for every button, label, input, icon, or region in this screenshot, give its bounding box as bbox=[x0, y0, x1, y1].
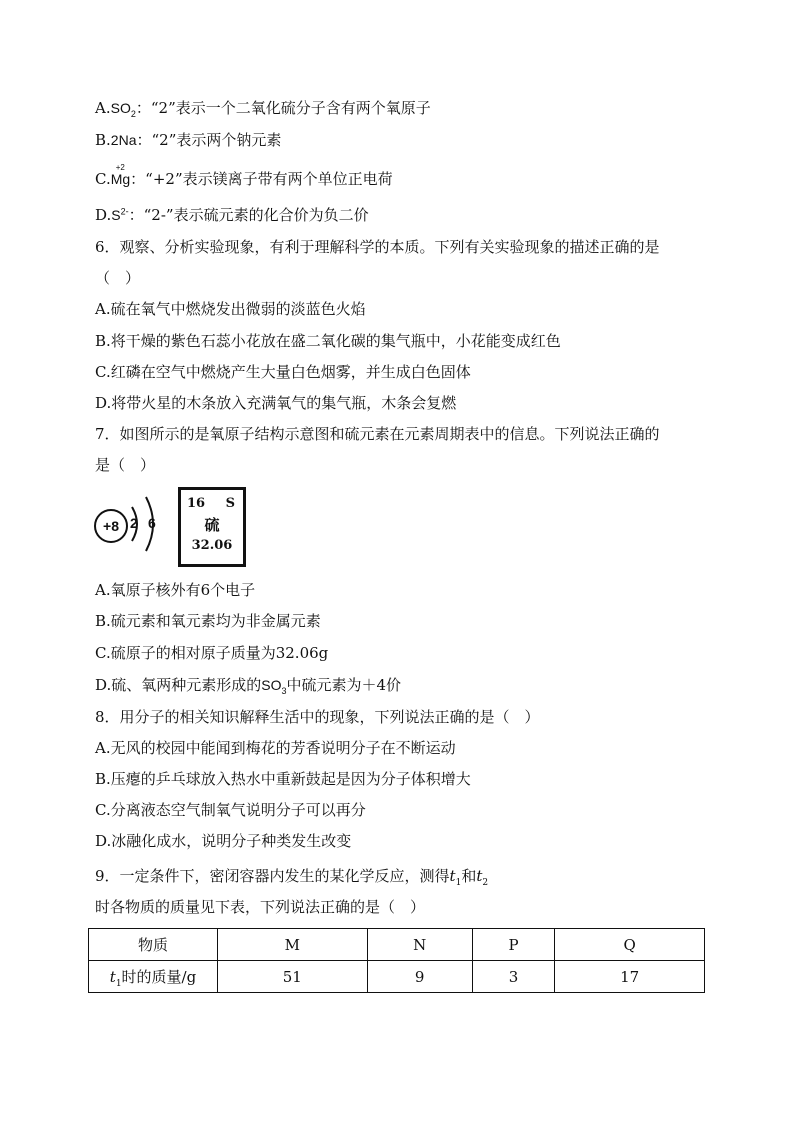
q7-option-b: B.硫元素和氧元素均为非金属元素 bbox=[95, 612, 321, 630]
table-row bbox=[89, 961, 705, 993]
element-name: 硫 bbox=[204, 516, 220, 534]
q7-option-d bbox=[95, 674, 401, 696]
q8-option-d: D.冰融化成水，说明分子种类发生改变 bbox=[95, 832, 352, 850]
formula-subscript: 3 bbox=[281, 685, 287, 696]
table-cell: 9 bbox=[367, 961, 472, 993]
element-symbol: S bbox=[225, 496, 235, 511]
formula-so2 bbox=[110, 100, 136, 119]
q7-figure bbox=[94, 487, 244, 569]
shell-1-electrons: 2 bbox=[130, 515, 138, 531]
atomic-number: 16 bbox=[187, 496, 206, 511]
q7-stem-continued: 是（ ） bbox=[95, 456, 156, 474]
formula-superscript: 2- bbox=[120, 206, 129, 217]
table-header-cell: P bbox=[472, 929, 555, 961]
table-cell: 17 bbox=[555, 961, 705, 993]
shell-2-electrons: 6 bbox=[148, 515, 156, 531]
formula-s-ion bbox=[111, 207, 128, 223]
q8-option-b: B.压瘪的乒乓球放入热水中重新鼓起是因为分子体积增大 bbox=[95, 770, 471, 788]
option-prefix: A. bbox=[95, 99, 111, 117]
q7-option-c: C.硫原子的相对原子质量为32.06g bbox=[95, 644, 329, 662]
option-text: ：“2”表示一个二氧化硫分子含有两个氧原子 bbox=[135, 99, 431, 117]
q6-option-c: C.红磷在空气中燃烧产生大量白色烟雾，并生成白色固体 bbox=[95, 363, 471, 381]
q6-answer-bracket: （ ） bbox=[95, 269, 141, 287]
periodic-table-cell bbox=[178, 487, 246, 567]
option-text: ：“2-”表示硫元素的化合价为负二价 bbox=[128, 206, 369, 224]
option-text: ：“+2”表示镁离子带有两个单位正电荷 bbox=[130, 170, 393, 188]
table-header-cell: M bbox=[218, 929, 368, 961]
stem-text: 9．一定条件下，密闭容器内发生的某化学反应，测得 bbox=[95, 867, 450, 885]
option-prefix: D. bbox=[95, 206, 112, 224]
option-text: ：“2”表示两个钠元素 bbox=[136, 131, 282, 149]
table-header-cell: Q bbox=[555, 929, 705, 961]
q7-stem: 7．如图所示的是氧原子结构示意图和硫元素在元素周期表中的信息。下列说法正确的 bbox=[95, 425, 660, 443]
formula-mg-charged bbox=[110, 163, 131, 190]
row-label-text: 时的质量/g bbox=[121, 968, 197, 986]
table-cell: 3 bbox=[472, 961, 555, 993]
atomic-mass: 32.06 bbox=[191, 538, 233, 553]
formula-main: S bbox=[111, 207, 121, 223]
time-subscript: 1 bbox=[115, 979, 122, 989]
q6-stem: 6．观察、分析实验现象，有利于理解科学的本质。下列有关实验现象的描述正确的是 bbox=[95, 238, 660, 256]
q8-option-c: C.分离液态空气制氧气说明分子可以再分 bbox=[95, 801, 366, 819]
table-header-row bbox=[89, 929, 705, 961]
formula-so3 bbox=[261, 677, 287, 696]
table-cell: 51 bbox=[218, 961, 368, 993]
table-row-label bbox=[89, 961, 218, 993]
time-subscript-2: 2 bbox=[482, 878, 489, 888]
q6-option-a: A.硫在氧气中燃烧发出微弱的淡蓝色火焰 bbox=[95, 300, 366, 318]
option-text-end: 中硫元素为＋4价 bbox=[286, 676, 402, 694]
q5-option-b bbox=[95, 129, 281, 151]
option-prefix: C. bbox=[95, 170, 111, 188]
conjunction: 和 bbox=[461, 867, 477, 885]
q6-option-d: D.将带火星的木条放入充满氧气的集气瓶，木条会复燃 bbox=[95, 394, 457, 412]
formula-main: SO bbox=[261, 677, 282, 693]
formula-main: SO bbox=[110, 100, 131, 116]
time-symbol-t1: t bbox=[449, 867, 456, 885]
q8-stem: 8．用分子的相关知识解释生活中的现象，下列说法正确的是（ ） bbox=[95, 708, 540, 726]
q7-option-a: A.氧原子核外有6个电子 bbox=[95, 581, 256, 599]
q5-option-c bbox=[95, 163, 393, 190]
formula-subscript: 2 bbox=[130, 108, 136, 119]
formula-main: Mg bbox=[110, 171, 131, 187]
time-symbol-t2: t bbox=[476, 867, 483, 885]
oxygen-nucleus: +8 bbox=[94, 509, 128, 543]
q9-stem-continued: 时各物质的质量见下表，下列说法正确的是（ ） bbox=[95, 898, 426, 916]
mass-table bbox=[88, 928, 705, 993]
table-header-cell: N bbox=[367, 929, 472, 961]
charge-label: +2 bbox=[115, 163, 125, 172]
q9-stem bbox=[95, 865, 488, 887]
option-text: D.硫、氧两种元素形成的 bbox=[95, 676, 262, 694]
q5-option-d bbox=[95, 204, 369, 226]
q6-option-b: B.将干燥的紫色石蕊小花放在盛二氧化碳的集气瓶中，小花能变成红色 bbox=[95, 332, 561, 350]
q8-option-a: A.无风的校园中能闻到梅花的芳香说明分子在不断运动 bbox=[95, 739, 456, 757]
option-prefix: B. bbox=[95, 131, 111, 149]
formula-2na: 2Na bbox=[110, 132, 137, 148]
time-subscript-1: 1 bbox=[455, 878, 462, 888]
table-header-cell: 物质 bbox=[89, 929, 218, 961]
time-symbol: t bbox=[109, 968, 116, 986]
q5-option-a bbox=[95, 97, 431, 119]
